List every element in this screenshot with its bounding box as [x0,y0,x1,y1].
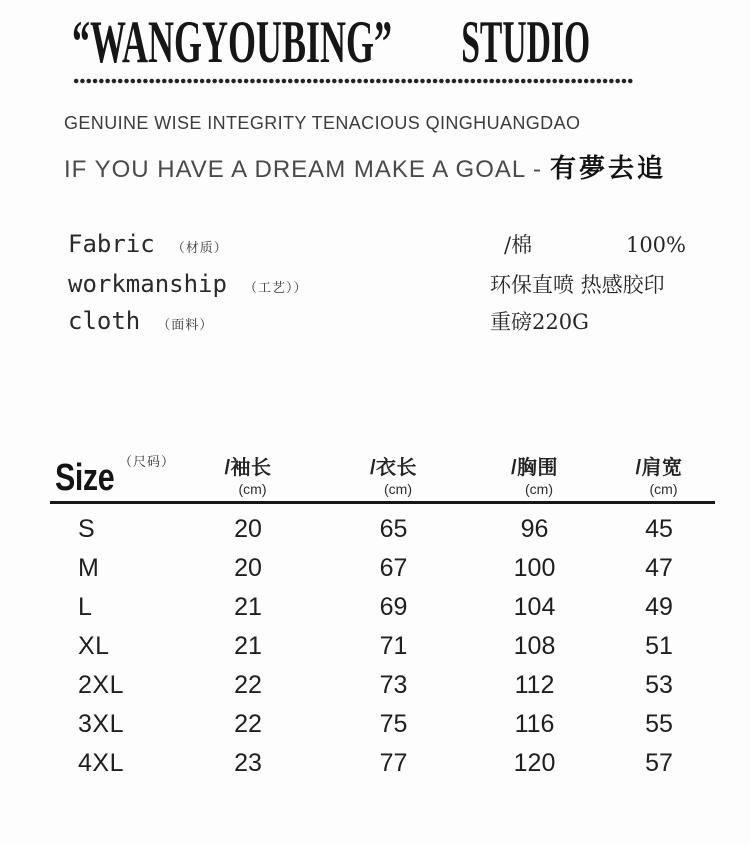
value-cell: 21 [234,593,262,621]
spec-row-fabric [0,232,750,266]
slogan [64,150,666,187]
spec-row-cloth [0,309,750,343]
spec-label-cloth [68,309,213,333]
size-title-word: Size [55,457,115,499]
value-cell: 77 [379,749,408,777]
value-cell: 71 [379,632,408,660]
col-header-label: /衣长 [369,456,418,479]
table-row-m [50,549,715,588]
col-header-unit: (cm) [525,480,553,497]
table-row-xl [50,627,715,666]
table-row-l [50,588,715,627]
spec-label-workmanship [68,272,307,296]
size-cell: L [78,593,93,621]
col-header-unit: (cm) [384,480,412,497]
slogan-en: IF YOU HAVE A DREAM MAKE A GOAL - [64,156,543,183]
size-cell: 3XL [78,710,124,738]
size-cell: S [78,515,96,543]
value-cell: 112 [514,671,555,699]
value-cell: 55 [645,710,673,738]
brand-title [72,9,590,80]
col-header-unit: (cm) [238,480,267,497]
col-header-unit: (cm) [649,480,678,497]
value-cell: 23 [234,749,262,777]
size-cell: M [78,554,100,582]
table-row-3xl [50,705,715,744]
value-cell: 120 [513,749,556,777]
column-header-length [321,457,466,497]
value-cell: 73 [379,671,408,699]
value-cell: 104 [513,593,556,621]
size-cell: 4XL [78,749,124,777]
value-cell: 45 [645,515,673,543]
value-cell: 116 [514,710,555,738]
value-cell: 22 [234,671,262,699]
brand-title-right: STUDIO [461,9,590,75]
spec-label-en: cloth [68,307,141,335]
spec-label-en: workmanship [68,270,227,298]
col-header-label: /肩宽 [635,456,683,479]
value-cell: 51 [645,632,673,660]
spec-value-cloth: 重磅220G [490,310,589,334]
value-cell: 69 [379,593,408,621]
table-row-2xl [50,666,715,705]
value-cell: 96 [520,515,549,543]
size-title-sup: （尺码） [119,454,176,469]
value-cell: 47 [645,554,673,582]
value-cell: 22 [234,710,262,738]
size-table [50,443,715,783]
column-header-chest [466,457,603,497]
spec-sublabel-cn: （材质） [171,240,228,255]
value-cell: 57 [645,749,673,777]
value-cell: 75 [379,710,408,738]
dotted-divider [73,77,633,85]
size-title [50,454,176,499]
tagline: GENUINE WISE INTEGRITY TENACIOUS QINGHUANGDAO [64,113,581,133]
table-row-s [50,510,715,549]
column-header-sleeve [175,457,321,497]
fabric-material-value: /棉 [504,233,533,257]
value-cell: 108 [513,632,556,660]
slogan-cn: 有夢去追 [550,153,667,183]
spec-label-en: Fabric [68,230,155,258]
col-header-label: /袖长 [224,456,272,479]
value-cell: 49 [645,593,673,621]
spec-sublabel-cn: （工艺）） [243,280,308,295]
value-cell: 100 [513,554,556,582]
value-cell: 65 [379,515,408,543]
col-header-label: /胸围 [510,456,559,479]
value-cell: 53 [645,671,673,699]
size-cell: XL [78,632,110,660]
table-row-4xl [50,744,715,783]
value-cell: 21 [234,632,262,660]
spec-value-workmanship: 环保直喷 热感胶印 [490,273,665,297]
value-cell: 20 [234,515,262,543]
fabric-percent-value: 100% [625,233,686,257]
spec-value-fabric [504,235,686,256]
column-header-shoulder [603,457,715,497]
brand-title-left: “WANGYOUBING” [72,9,393,75]
size-table-body [50,504,715,783]
value-cell: 67 [379,554,408,582]
size-cell: 2XL [78,671,124,699]
value-cell: 20 [234,554,262,582]
spec-label-fabric [68,232,228,256]
size-table-header [50,443,715,504]
spec-row-workmanship [0,272,750,306]
spec-sublabel-cn: （面料） [157,317,214,332]
